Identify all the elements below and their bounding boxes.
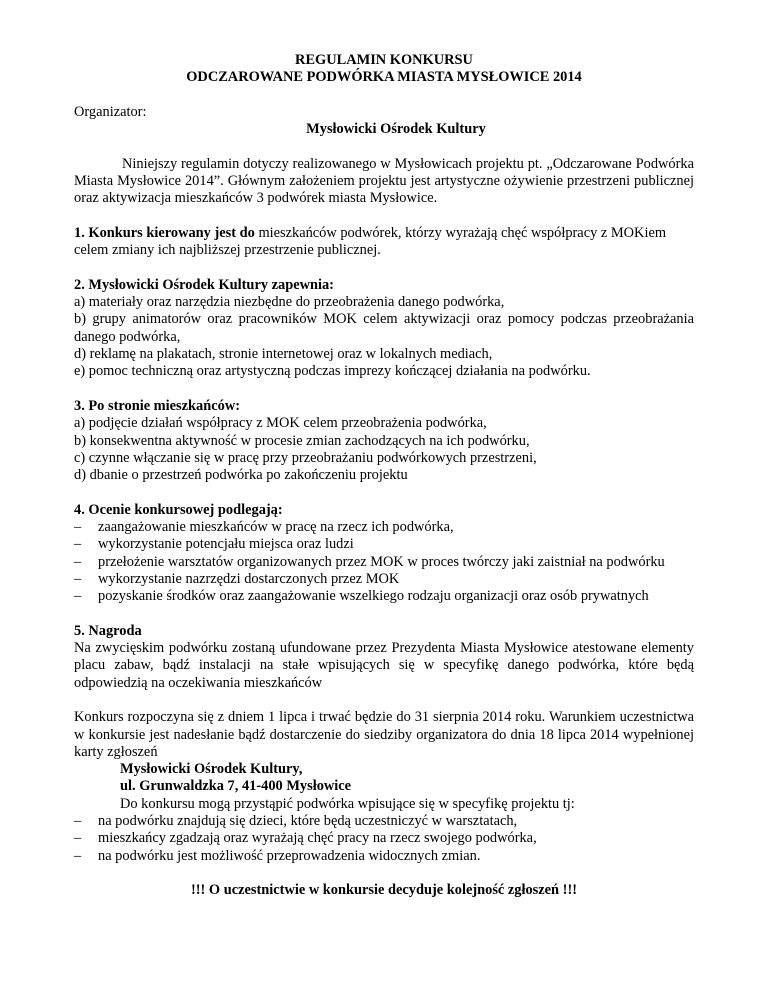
list-item-text: zaangażowanie mieszkańców w pracę na rzecz ich podwórka,	[98, 519, 454, 536]
list-item	[74, 554, 694, 571]
list-item-text: przełożenie warsztatów organizowanych przez MOK w proces twórczy jaki zaistniał na podwórku	[98, 553, 665, 570]
organizer-label: Organizator:	[74, 103, 147, 120]
list-item	[74, 536, 694, 553]
list-item	[74, 848, 694, 865]
eligibility-text: Do konkursu mogą przystąpić podwórka wpisujące się w specyfikę projektu tj:	[120, 795, 575, 812]
organizer-name: Mysłowicki Ośrodek Kultury	[306, 121, 486, 138]
list-item	[74, 830, 694, 847]
list-item-text: na podwórku znajdują się dzieci, które będą uczestniczyć w warsztatach,	[98, 813, 518, 830]
title-line-1: REGULAMIN KONKURSU	[295, 52, 473, 68]
list-item-text: pozyskanie środków oraz zaangażowanie wszelkiego rodzaju organizacji oraz osób prywatnych	[98, 588, 649, 605]
dash-bullet: –	[74, 588, 82, 605]
dash-bullet: –	[74, 536, 82, 553]
final-notice: !!! O uczestnictwie w konkursie decyduje kolejność zgłoszeń !!!	[190, 882, 578, 899]
dash-bullet: –	[74, 847, 82, 864]
intro-paragraph: Niniejszy regulamin dotyczy realizowanego w Mysłowicach projektu pt. „Odczarowane Podwórka Miasta Mysłowice 2014”. Głównym założeniem projektu jest artystyczne ożywienie przestrzeni publicznej oraz aktywizacja mieszkańców 3 podwórek miasta Mysłowice.	[74, 155, 694, 207]
section-1-heading: 1. Konkurs kierowany jest do	[74, 224, 255, 241]
section-4-heading: 4. Ocenie konkursowej podlegają:	[74, 501, 283, 518]
section-3-item: b) konsekwentna aktywność w procesie zmian zachodzących na ich podwórku,	[74, 432, 530, 449]
eligibility-list	[74, 813, 694, 865]
list-item-text: wykorzystanie nazrzędzi dostarczonych przez MOK	[98, 570, 400, 587]
section-3-item: d) dbanie o przestrzeń podwórka po zakończeniu projektu	[74, 467, 408, 484]
section-5-text: Na zwycięskim podwórku zostaną ufundowane przez Prezydenta Miasta Mysłowice atestowane elementy placu zabaw, bądź instalacji na stałe wpisujących się w specyfikę danego podwórka, które będą odpowiedzią na oczekiwania mieszkańców	[74, 640, 694, 691]
list-item	[74, 519, 694, 536]
list-item-text: wykorzystanie potencjału miejsca oraz ludzi	[98, 536, 354, 553]
closing-paragraph: Konkurs rozpoczyna się z dniem 1 lipca i trwać będzie do 31 sierpnia 2014 roku. Warunkiem uczestnictwa w konkursie jest nadesłanie bądź dostarczenie do siedziby organizatora do dnia 18 lipca 2014 wypełnionej karty zgłoszeń	[74, 709, 694, 760]
section-4-list	[74, 519, 694, 605]
section-2-item: a) materiały oraz narzędzia niezbędne do przeobrażenia danego podwórka,	[74, 294, 505, 311]
section-5-heading: 5. Nagroda	[74, 622, 142, 639]
list-item	[74, 571, 694, 588]
title-line-2: ODCZAROWANE PODWÓRKA MIASTA MYSŁOWICE 2014	[186, 69, 582, 86]
dash-bullet: –	[74, 813, 82, 830]
section-2-heading: 2. Mysłowicki Ośrodek Kultury zapewnia:	[74, 276, 334, 293]
section-2-item: b) grupy animatorów oraz pracowników MOK celem aktywizacji oraz pomocy podczas przeobrażania danego podwórka,	[74, 311, 694, 345]
dash-bullet: –	[74, 553, 82, 570]
section-2-item: e) pomoc techniczną oraz artystyczną podczas imprezy kończącej działania na podwórku.	[74, 363, 591, 380]
address-name: Mysłowicki Ośrodek Kultury,	[120, 761, 303, 778]
dash-bullet: –	[74, 519, 82, 536]
section-3-item: a) podjęcie działań współpracy z MOK celem przeobrażenia podwórka,	[74, 415, 487, 432]
section-1	[74, 225, 694, 260]
list-item	[74, 588, 694, 605]
list-item-text: mieszkańcy zgadzają oraz wyrażają chęć pracy na rzecz swojego podwórka,	[98, 830, 537, 847]
dash-bullet: –	[74, 570, 82, 587]
dash-bullet: –	[74, 830, 82, 847]
list-item-text: na podwórku jest możliwość przeprowadzenia widocznych zmian.	[98, 847, 481, 864]
section-2-item: d) reklamę na plakatach, stronie internetowej oraz w lokalnych mediach,	[74, 346, 493, 363]
section-1-text: mieszkańców podwórek, którzy wyrażają chęć współpracy z MOKiem celem zmiany ich najbliższej przestrzenie publicznej.	[74, 224, 667, 259]
section-3-heading: 3. Po stronie mieszkańców:	[74, 397, 241, 414]
section-3-item: c) czynne włączanie się w pracę przy przeobrażaniu podwórkowych przestrzeni,	[74, 449, 537, 466]
list-item	[74, 813, 694, 830]
address-street: ul. Grunwaldzka 7, 41-400 Mysłowice	[120, 778, 352, 795]
